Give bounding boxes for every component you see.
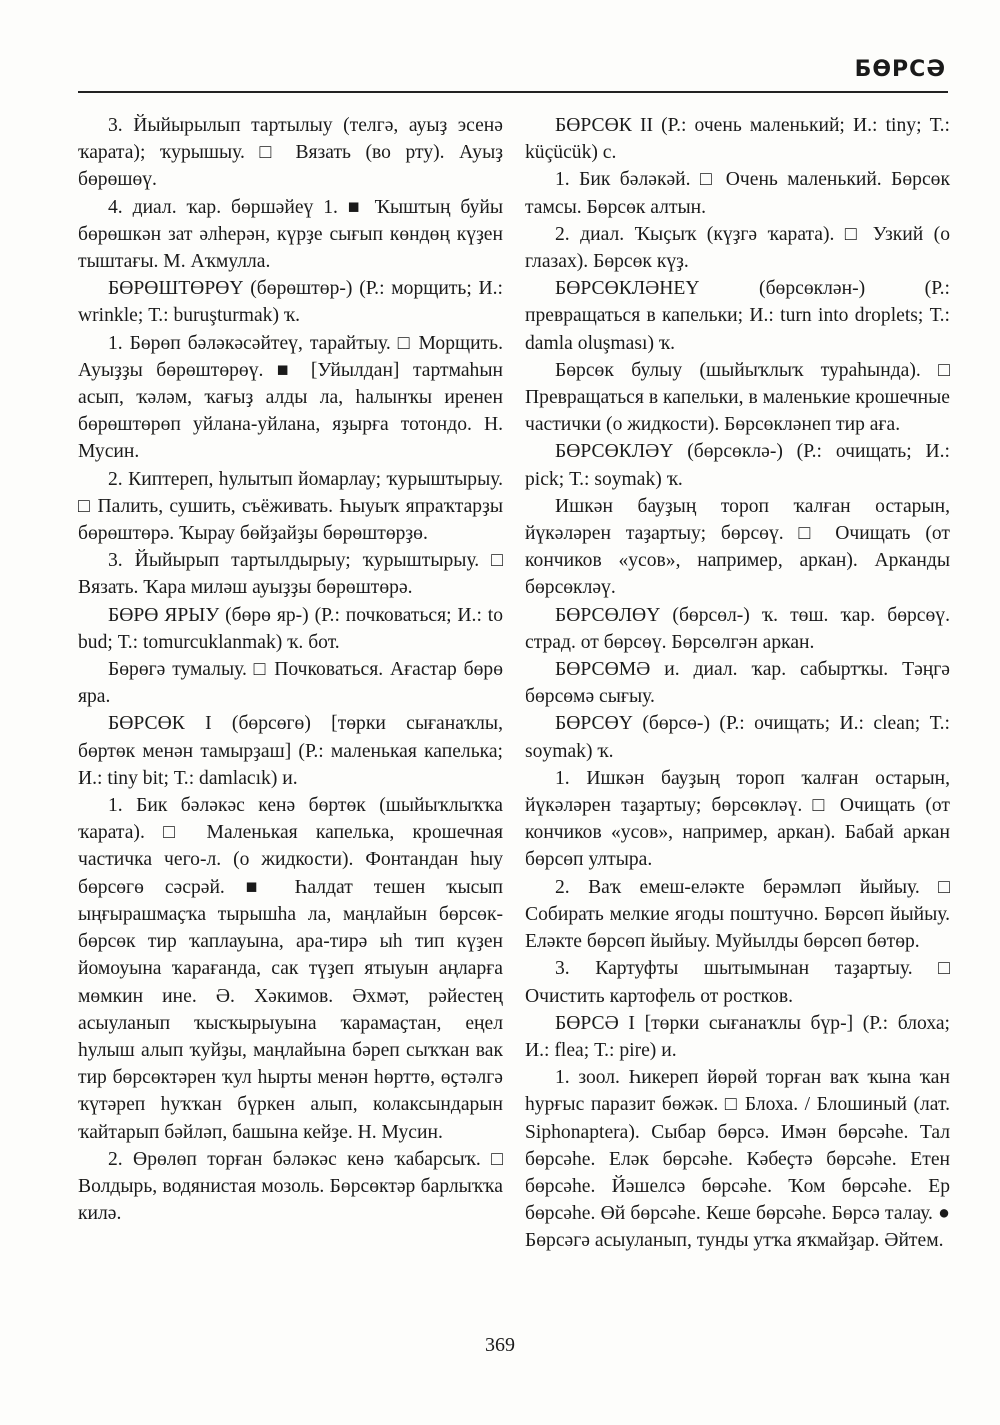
entry-headword: БӨРСӨЛӨҮ (бөрсөл-) ҡ. төш. ҡар. бөрсөү. страд. от бөрсөү. Бөрсөлгән аркан.	[525, 604, 950, 653]
entry-paragraph: 3. Картуфты шытымынан таҙартыу. □ Очистить картофель от ростков.	[525, 958, 950, 1007]
entry-headword: БӨРСӘ I [төрки сығанаҡлы бүр-] (Р.: блоха; И.: flea; Т.: pire) и.	[525, 1012, 950, 1061]
entry-paragraph: 2. Киптереп, һулытып йомарлау; ҡурыштырыу. □ Палить, сушить, съёживать. Һыуыҡ япраҡтарҙы бөрөштөрә. Ҡырау бөйҙайҙы бөрөштөрҙө.	[78, 468, 503, 545]
entry-paragraph: Бөрсөк булыу (шыйыҡлыҡ тураһында). □ Превращаться в капельки, в маленькие крошечные частички (о жидкости). Бөрсөкләнеп тир аға.	[525, 359, 950, 436]
entry-headword: БӨРСӨКЛӘНЕҮ (бөрсөклән-) (Р.: превращаться в капельки; И.: turn into droplets; Т.: damla oluşması) ҡ.	[525, 278, 950, 354]
entry-paragraph: 2. Өрөлөп торған бәләкәс кенә ҡабарсыҡ. □ Волдырь, водянистая мозоль. Бөрсөктәр барлыҡҡа килә.	[78, 1148, 503, 1225]
page-number: 369	[485, 1334, 515, 1356]
entry-paragraph: 1. Ишкән бауҙың тороп ҡалған остарын, йүкәләрен таҙартыу; бөрсөкләү. □ Очищать (от кончиков «усов», например, аркан). Бабай аркан бөрсөп ултыра.	[525, 767, 950, 871]
left-column	[78, 112, 503, 1227]
entry-headword: БӨРӨШТӨРӨҮ (бөрөштөр-) (Р.: морщить; И.: wrinkle; Т.: buruşturmak) ҡ.	[78, 278, 503, 327]
entry-headword: БӨРСӨК I (бөрсөгө) [төрки сығанаҡлы, бөртөк менән тамырҙаш] (Р.: маленькая капелька; И.: tiny bit; Т.: damlacık) и.	[78, 713, 503, 789]
entry-headword: БӨРСӨКЛӘҮ (бөрсөклә-) (Р.: очищать; И.: pick; Т.: soymak) ҡ.	[525, 441, 950, 490]
running-header	[78, 55, 948, 93]
entry-headword: БӨРСӨҮ (бөрсө-) (Р.: очищать; И.: clean; Т.: soymak) ҡ.	[525, 713, 950, 762]
entry-paragraph: 2. диал. Ҡыҫыҡ (күҙгә ҡарата). □ Узкий (о глазах). Бөрсөк күҙ.	[525, 223, 950, 273]
entry-paragraph: Ишкән бауҙың тороп ҡалған остарын, йүкәләрен таҙартыу; бөрсөү. □ Очищать (от кончиков «усов», например, аркан). Арканды бөрсөкләү.	[525, 495, 950, 599]
entry-paragraph: 3. Йыйырылып тартылыу (телгә, ауыҙ эсенә ҡарата); ҡурышыу. □ Вязать (во рту). Ауыҙ бөрөшөү.	[78, 115, 503, 191]
entry-paragraph: Бөрөгә тумалыу. □ Почковаться. Ағастар бөрө яра.	[78, 659, 503, 708]
entry-paragraph: 3. Йыйырып тартылдырыу; ҡурыштырыу. □ Вязать. Ҡара миләш ауыҙҙы бөрөштөрә.	[78, 550, 503, 599]
right-column	[525, 112, 950, 1255]
entry-paragraph: 1. Бик бәләкәй. □ Очень маленький. Бөрсөк тамсы. Бөрсөк алтын.	[525, 169, 950, 218]
entry-paragraph: 1. Бөрөп бәләкәсәйтеү, тарайтыу. □ Морщить. Ауыҙҙы бөрөштөрөү. ■ [Уйылдан] тартмаһын асып, ҡәләм, ҡағыҙ алды ла, һалынҡы иренен бөрөштөрөп уйлана-уйлана, яҙырға тотондо. Н. Мусин.	[78, 332, 503, 463]
guide-word: БӨРСӘ	[854, 57, 946, 82]
entry-paragraph: 1. зоол. Һикереп йөрөй торған ваҡ ҡына ҡан һурғыс паразит бөжәк. □ Блоха. / Блошиный (лат. Siphonaptera). Сыбар бөрсә. Имән бөрсәһе. Тал бөрсәһе. Еләк бөрсәһе. Кәбеҫтә бөрсәһе. Етен бөрсәһе. Йәшелсә бөрсәһе. Ҡом бөрсәһе. Ер бөрсәһе. Өй бөрсәһе. Кеше бөрсәһе. Бөрсә талау. ● Бөрсәгә асыуланып, тунды утҡа яҡмайҙар. Әйтем.	[525, 1067, 950, 1252]
entry-headword: БӨРӨ ЯРЫУ (бөрө яр-) (Р.: почковаться; И.: to bud; Т.: tomurcuklanmak) ҡ. бот.	[78, 604, 503, 653]
entry-headword: БӨРСӨМӘ и. диал. ҡар. сабыртҡы. Тәңгә бөрсөмә сығыу.	[525, 659, 950, 708]
entry-paragraph: 1. Бик бәләкәс кенә бөртөк (шыйыҡлыҡҡа ҡарата). □ Маленькая капелька, крошечная частичка чего-л. (о жидкости). Фонтандан һыу бөрсөгө сәсрәй. ■ Һалдат тешен ҡысып ыңғырашмаҫҡа тырышһа ла, маңлайын бөрсөк-бөрсөк тир ҡаплауына, ара-тирә ыһ тип күҙен йомоуына ҡарағанда, сак түҙеп ятыуын аңларға мөмкин ине. Ә. Хәкимов. Әхмәт, рәйестең асыуланып ҡысҡырыуына ҡарамаҫтан, еңел һулыш алып ҡуйҙы, маңлайына бәреп сыҡҡан вак тир бөрсөктәрен ҡул һырты менән һөрттө, өҫтәлгә ҡүтәреп һуҡҡан бүркен алып, колаксындарын ҡайтарып бәйләп, башына кейҙе. Н. Мусин.	[78, 795, 503, 1143]
entry-paragraph: 2. Ваҡ емеш-еләкте берәмләп йыйыу. □ Собирать мелкие ягоды поштучно. Бөрсөп йыйыу. Еләкте бөрсөп йыйыу. Муйылды бөрсөп бөтөр.	[525, 876, 950, 953]
entry-headword: БӨРСӨК II (Р.: очень маленький; И.: tiny; Т.: küçücük) с.	[525, 115, 950, 164]
entry-paragraph: 4. диал. ҡар. бөршәйеү 1. ■ Ҡыштың буйы бөрөшкән зат әлһерән, күрҙе сығып көндөң күҙен тыштағы. М. Аҡмулла.	[78, 196, 503, 273]
